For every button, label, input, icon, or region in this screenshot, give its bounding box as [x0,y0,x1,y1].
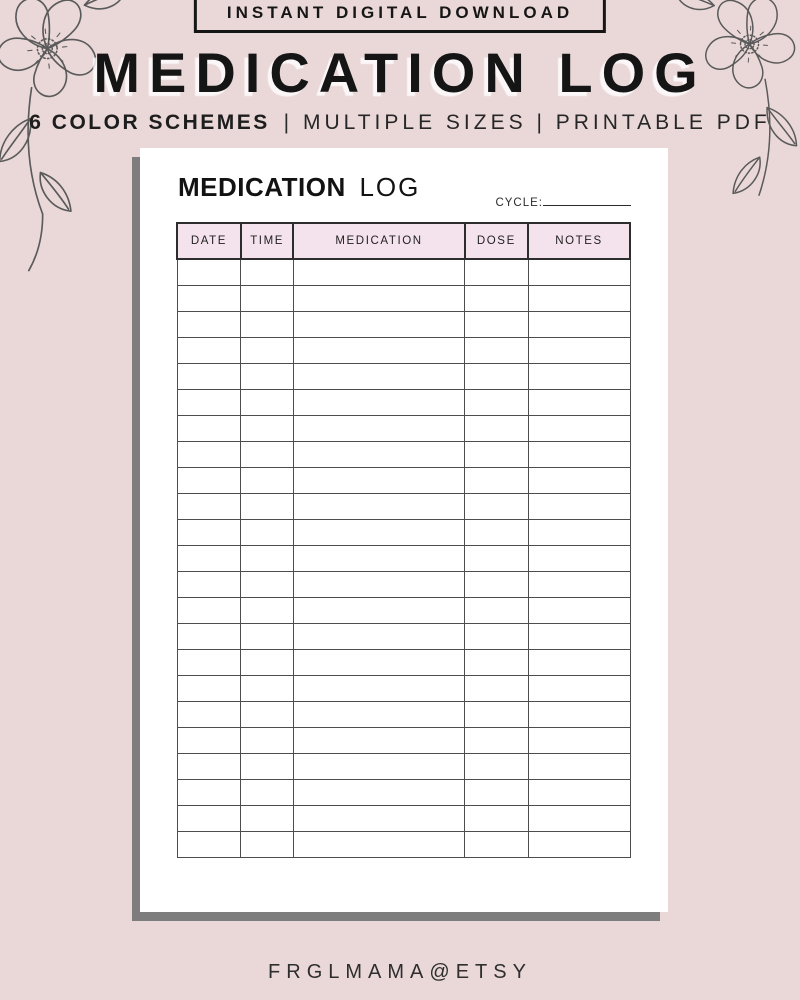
table-row [177,649,630,675]
table-cell [465,805,528,831]
table-cell [465,753,528,779]
table-cell [528,493,630,519]
table-cell [177,571,241,597]
table-row [177,779,630,805]
table-cell [241,727,294,753]
table-cell [528,441,630,467]
table-cell [241,363,294,389]
table-cell [177,623,241,649]
table-cell [293,831,464,857]
table-cell [177,805,241,831]
table-cell [241,753,294,779]
table-cell [528,805,630,831]
table-cell [465,545,528,571]
table-cell [177,727,241,753]
table-row [177,727,630,753]
table-row [177,285,630,311]
table-cell [293,805,464,831]
table-cell [528,389,630,415]
table-cell [241,441,294,467]
download-badge-label: INSTANT DIGITAL DOWNLOAD [226,3,574,22]
table-cell [465,727,528,753]
table-cell [465,519,528,545]
table-row [177,337,630,363]
column-header-time: TIME [241,223,294,259]
table-cell [528,831,630,857]
table-cell [465,311,528,337]
medication-table [176,222,631,858]
table-cell [177,415,241,441]
table-cell [293,259,464,285]
table-cell [177,831,241,857]
table-row [177,753,630,779]
column-header-date: DATE [177,223,241,259]
feature-separator: | [283,111,290,134]
table-cell [241,623,294,649]
table-cell [293,337,464,363]
table-cell [528,467,630,493]
table-cell [241,493,294,519]
table-cell [293,545,464,571]
table-cell [241,311,294,337]
table-cell [528,753,630,779]
table-cell [293,753,464,779]
table-row [177,701,630,727]
document-title [178,172,420,203]
table-cell [528,649,630,675]
table-cell [241,597,294,623]
table-row [177,363,630,389]
table-cell [465,285,528,311]
table-cell [293,675,464,701]
table-cell [177,311,241,337]
table-cell [528,623,630,649]
table-row [177,597,630,623]
table-cell [177,467,241,493]
table-cell [177,701,241,727]
table-cell [177,441,241,467]
table-cell [293,519,464,545]
table-cell [241,389,294,415]
table-cell [465,597,528,623]
table-cell [293,493,464,519]
table-cell [241,259,294,285]
cycle-blank-line [543,194,631,206]
table-row [177,467,630,493]
table-cell [528,727,630,753]
table-cell [293,389,464,415]
table-cell [528,285,630,311]
table-cell [528,363,630,389]
paper-sheet [140,148,668,912]
table-cell [293,285,464,311]
table-head [177,223,630,259]
table-cell [241,805,294,831]
table-cell [177,779,241,805]
table-cell [241,675,294,701]
shop-name: FRGLMAMA@ETSY [268,961,532,983]
table-cell [293,779,464,805]
document-title-light: LOG [359,172,421,202]
table-cell [177,597,241,623]
table-cell [465,467,528,493]
document-title-bold: MEDICATION [178,172,346,202]
table-cell [465,441,528,467]
table-row [177,675,630,701]
table-cell [528,779,630,805]
table-cell [293,649,464,675]
table-cell [528,337,630,363]
table-cell [293,467,464,493]
table-cell [241,701,294,727]
table-row [177,311,630,337]
table-cell [465,701,528,727]
table-cell [465,259,528,285]
table-cell [293,311,464,337]
table-cell [177,389,241,415]
table-cell [528,519,630,545]
table-body [177,259,630,857]
cycle-label: CYCLE: [495,197,543,209]
table-cell [528,259,630,285]
table-cell [528,571,630,597]
table-cell [177,753,241,779]
table-row [177,623,630,649]
table-cell [241,285,294,311]
table-cell [241,519,294,545]
table-cell [465,779,528,805]
table-cell [293,441,464,467]
table-cell [465,649,528,675]
table-cell [177,285,241,311]
table-cell [241,467,294,493]
table-cell [177,519,241,545]
table-cell [241,649,294,675]
table-cell [293,701,464,727]
table-cell [465,337,528,363]
table-cell [177,545,241,571]
table-cell [465,831,528,857]
table-row [177,519,630,545]
table-cell [241,337,294,363]
table-cell [293,415,464,441]
column-header-notes: NOTES [528,223,630,259]
table-cell [177,259,241,285]
table-cell [528,545,630,571]
table-row [177,571,630,597]
table-cell [241,415,294,441]
table-cell [293,571,464,597]
table-cell [177,337,241,363]
feature-color-schemes: 6 COLOR SCHEMES [29,111,270,134]
table-cell [177,649,241,675]
table-cell [241,779,294,805]
table-cell [465,389,528,415]
table-cell [465,571,528,597]
table-cell [177,675,241,701]
cycle-field [495,194,631,209]
table-cell [465,675,528,701]
table-cell [465,493,528,519]
column-header-medication: MEDICATION [293,223,464,259]
table-cell [241,545,294,571]
table-cell [293,727,464,753]
table-cell [177,493,241,519]
table-row [177,545,630,571]
table-row [177,389,630,415]
table-cell [465,363,528,389]
download-badge [194,0,606,33]
table-cell [465,623,528,649]
table-cell [528,675,630,701]
feature-sizes-pdf: MULTIPLE SIZES | PRINTABLE PDF [302,111,771,134]
table-row [177,415,630,441]
feature-line [0,111,800,135]
table-row [177,441,630,467]
table-row [177,831,630,857]
table-cell [241,571,294,597]
table-cell [293,363,464,389]
table-cell [293,597,464,623]
table-cell [177,363,241,389]
column-header-dose: DOSE [465,223,528,259]
table-cell [293,623,464,649]
table-row [177,259,630,285]
table-cell [528,701,630,727]
table-cell [528,415,630,441]
table-cell [465,415,528,441]
table-row [177,805,630,831]
table-cell [241,831,294,857]
table-cell [528,597,630,623]
table-row [177,493,630,519]
table-cell [528,311,630,337]
table-header-row [177,223,630,259]
page-title: MEDICATION LOG [93,41,707,104]
